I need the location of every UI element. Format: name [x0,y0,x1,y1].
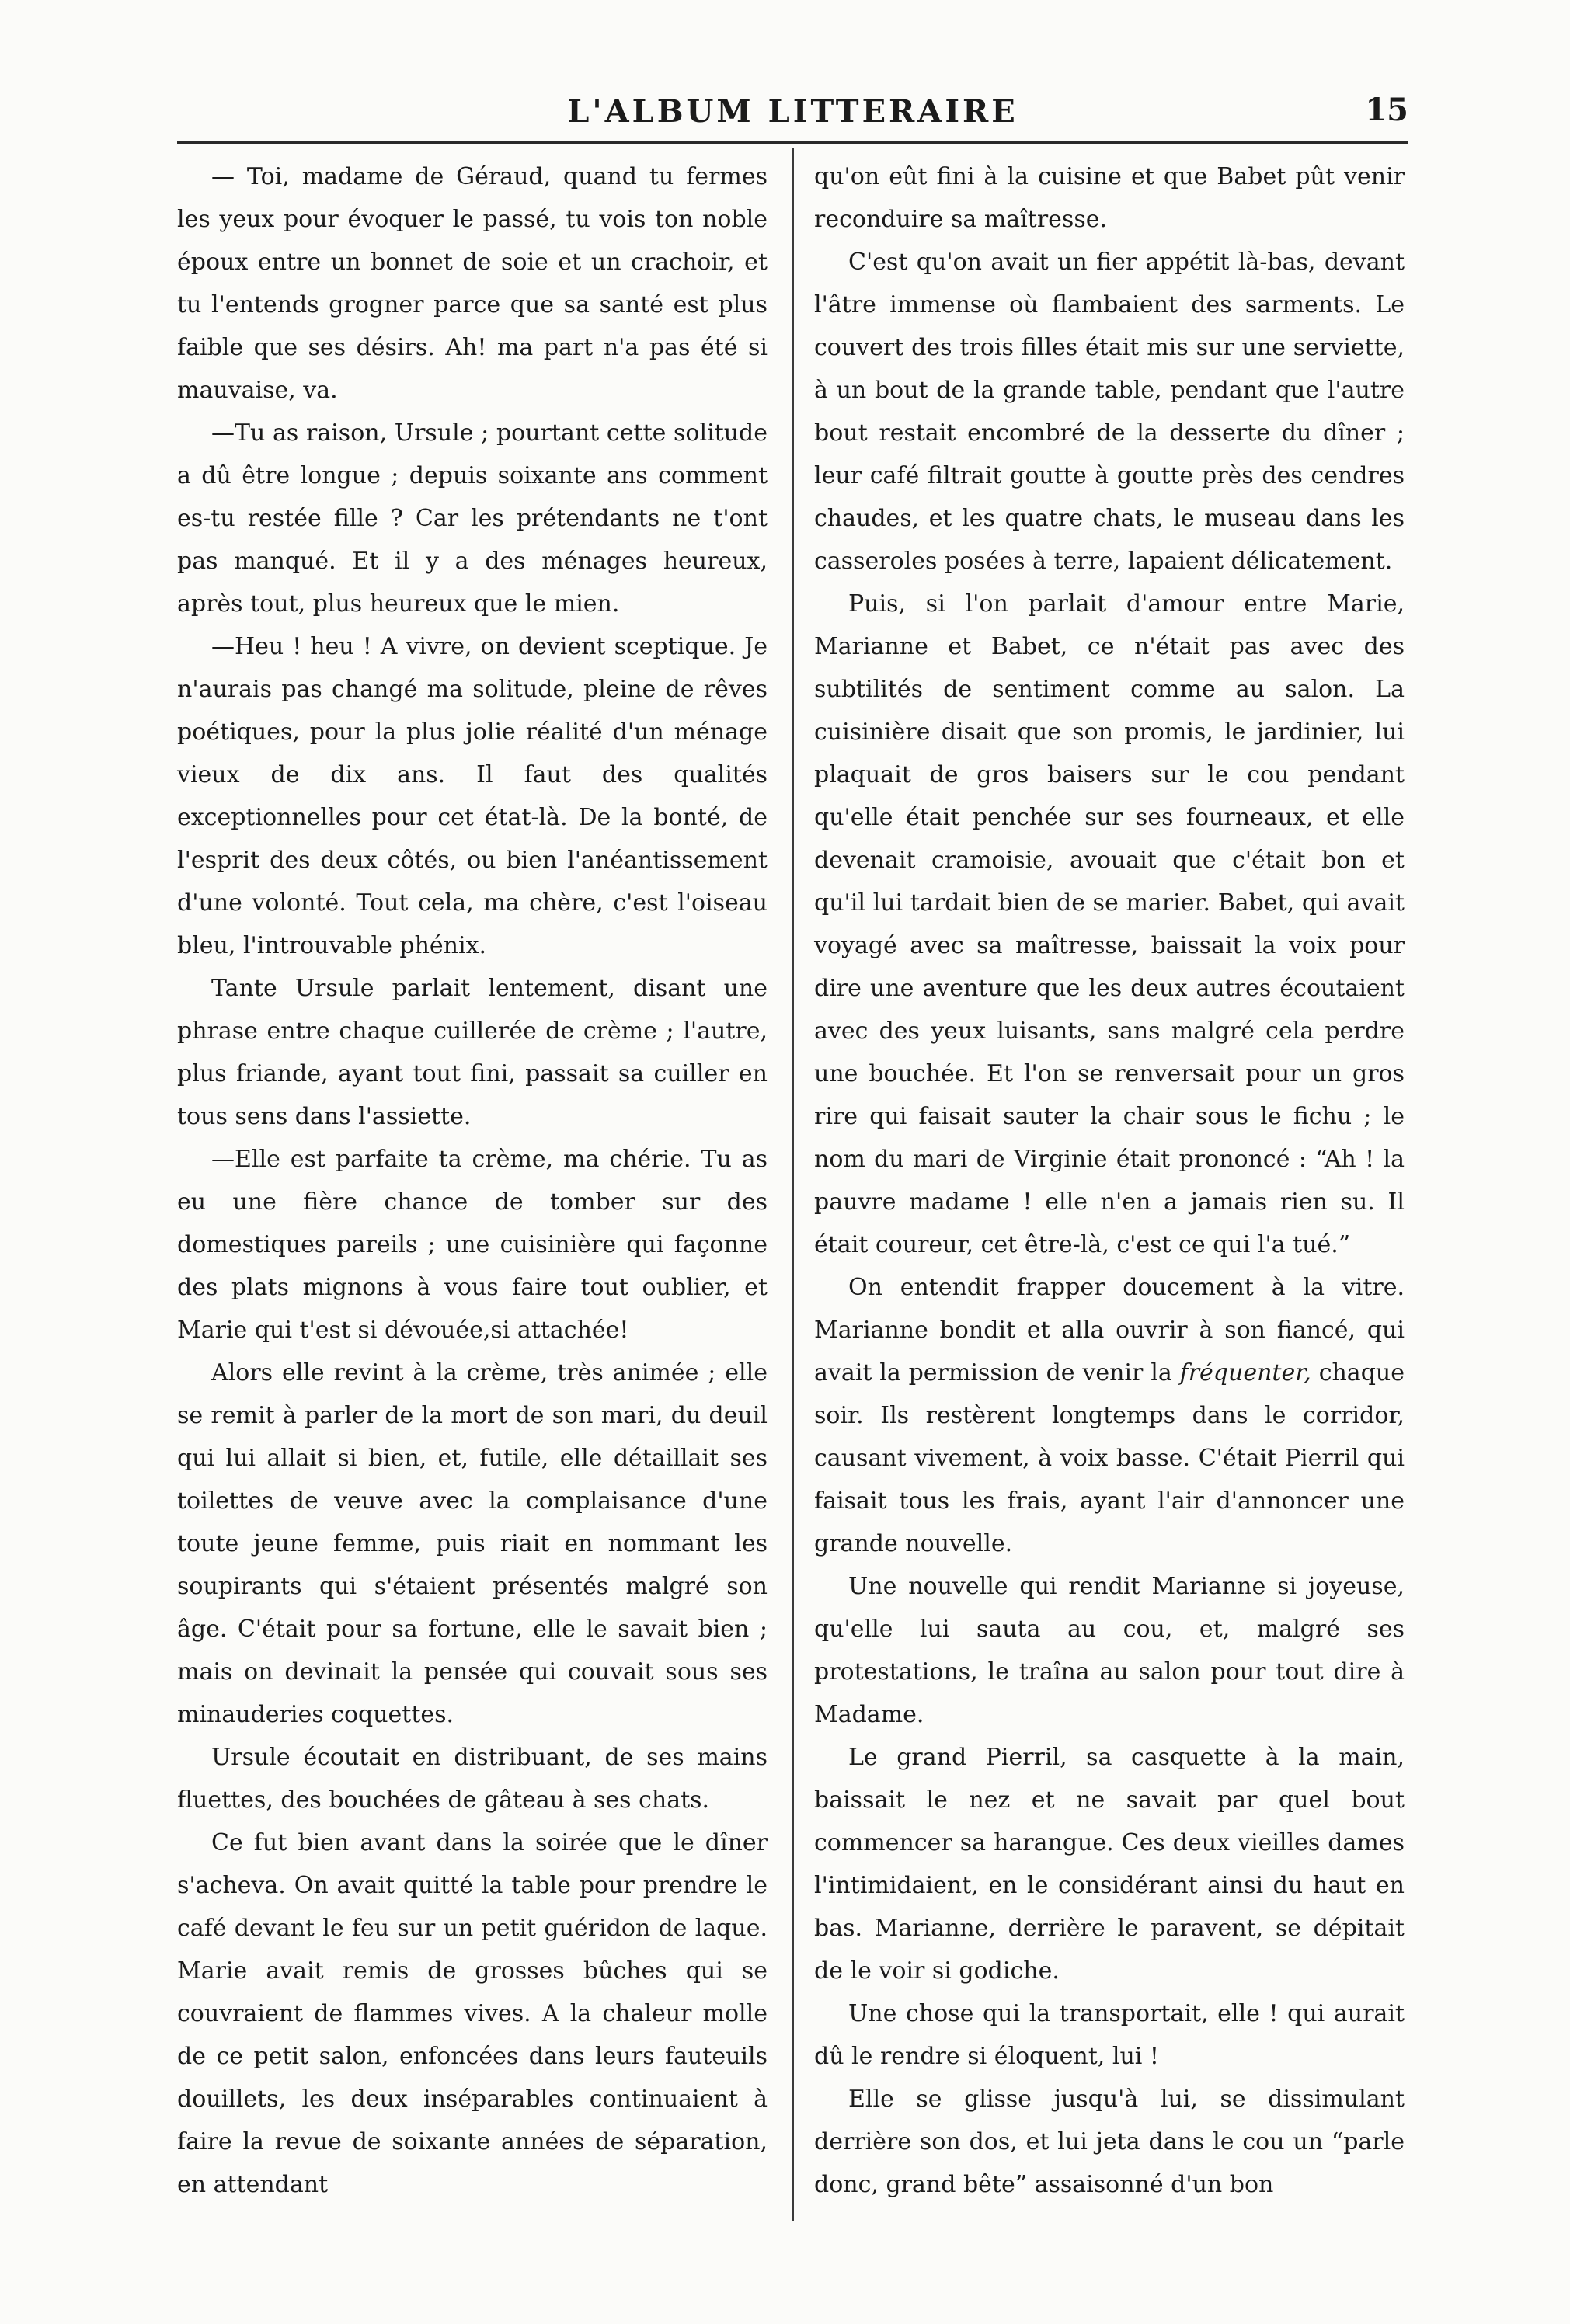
paragraph: Puis, si l'on parlait d'amour entre Marie, Marianne et Babet, ce n'était pas avec des subtilités de sentiment comme au salon. La cuisinière disait que son promis, le jardinier, lui plaquait de gros baisers sur le cou pendant qu'elle était penchée sur ses fourneaux, et elle devenait cramoisie, avouait que c'était bon et qu'il lui tardait bien de se marier. Babet, qui avait voyagé avec sa maîtresse, baissait la voix pour dire une aventure que les deux autres écoutaient avec des yeux luisants, sans malgré cela perdre une bouchée. Et l'on se renversait pour un gros rire qui faisait sauter la chair sous le fichu ; le nom du mari de Virginie était prononcé : “Ah ! la pauvre madame ! elle n'en a jamais rien su. Il était coureur, cet être-là, c'est ce qui l'a tué.” [814,590,1405,1258]
right-column [814,155,1405,2206]
paragraph: C'est qu'on avait un fier appétit là-bas, devant l'âtre immense où flambaient des sarments. Le couvert des trois filles était mis sur une serviette, à un bout de la grande table, pendant que l'autre bout restait encombré de la desserte du dîner ; leur café filtrait goutte à goutte près des cendres chaudes, et les quatre chats, le museau dans les casseroles posées à terre, lapaient délicatement. [814,249,1405,575]
paragraph: Une nouvelle qui rendit Marianne si joyeuse, qu'elle lui sauta au cou, et, malgré ses protestations, le traîna au salon pour tout dire à Madame. [814,1573,1405,1728]
paragraph: Alors elle revint à la crème, très animée ; elle se remit à parler de la mort de son mari, du deuil qui lui allait si bien, et, futile, elle détaillait ses toilettes de veuve avec la complaisance d'une toute jeune femme, puis riait en nommant les soupirants qui s'étaient présentés malgré son âge. C'était pour sa fortune, elle le savait bien ; mais on devinait la pensée qui couvait sous ses minauderies coquettes. [177,1359,768,1728]
left-column [177,155,768,2206]
paragraph: —Heu ! heu ! A vivre, on devient sceptique. Je n'aurais pas changé ma solitude, pleine de rêves poétiques, pour la plus jolie réalité d'un ménage vieux de dix ans. Il faut des qualités exceptionnelles pour cet état-là. De la bonté, de l'esprit des deux côtés, ou bien l'anéantissement d'une volonté. Tout cela, ma chère, c'est l'oiseau bleu, l'introuvable phénix. [177,633,768,959]
italic-word: fréquenter, [1179,1359,1311,1386]
paragraph-text: chaque soir. Ils restèrent longtemps dans le corridor, causant vivement, à voix basse. C'était Pierril qui faisait tous les frais, ayant l'air d'annoncer une grande nouvelle. [814,1359,1405,1557]
page-header [177,87,1408,144]
column-divider [792,148,794,2221]
paragraph: Ursule écoutait en distribuant, de ses mains fluettes, des bouchées de gâteau à ses chats. [177,1744,768,1814]
paragraph: — Toi, madame de Géraud, quand tu fermes les yeux pour évoquer le passé, tu vois ton noble époux entre un bonnet de soie et un crachoir, et tu l'entends grogner parce que sa santé est plus faible que ses désirs. Ah! ma part n'a pas été si mauvaise, va. [177,163,768,404]
running-title: L'ALBUM LITTERAIRE [567,93,1018,130]
paragraph: Le grand Pierril, sa casquette à la main, baissait le nez et ne savait par quel bout commencer sa harangue. Ces deux vieilles dames l'intimidaient, en le considérant ainsi du haut en bas. Marianne, derrière le paravent, se dépitait de le voir si godiche. [814,1744,1405,1985]
page-number: 15 [1365,92,1408,128]
paragraph-text: On entendit frapper doucement à la vitre. Marianne bondit et alla ouvrir à son fiancé, qui avait la permission de venir la [814,1274,1405,1386]
paragraph: —Tu as raison, Ursule ; pourtant cette solitude a dû être longue ; depuis soixante ans comment es-tu restée fille ? Car les prétendants ne t'ont pas manqué. Et il y a des ménages heureux, après tout, plus heureux que le mien. [177,419,768,618]
paragraph [814,1266,1405,1565]
paragraph: qu'on eût fini à la cuisine et que Babet pût venir reconduire sa maîtresse. [814,163,1405,233]
paragraph: Elle se glisse jusqu'à lui, se dissimulant derrière son dos, et lui jeta dans le cou un “parle donc, grand bête” assaisonné d'un bon [814,2086,1405,2198]
paragraph: Tante Ursule parlait lentement, disant une phrase entre chaque cuillerée de crème ; l'autre, plus friande, ayant tout fini, passait sa cuiller en tous sens dans l'assiette. [177,975,768,1130]
paragraph: —Elle est parfaite ta crème, ma chérie. Tu as eu une fière chance de tomber sur des domestiques pareils ; une cuisinière qui façonne des plats mignons à vous faire tout oublier, et Marie qui t'est si dévouée,si attachée! [177,1146,768,1344]
paragraph: Ce fut bien avant dans la soirée que le dîner s'acheva. On avait quitté la table pour prendre le café devant le feu sur un petit guéridon de laque. Marie avait remis de grosses bûches qui se couvraient de flammes vives. A la chaleur molle de ce petit salon, enfoncées dans leurs fauteuils douillets, les deux inséparables continuaient à faire la revue de soixante années de séparation, en attendant [177,1829,768,2198]
paragraph: Une chose qui la transportait, elle ! qui aurait dû le rendre si éloquent, lui ! [814,2000,1405,2070]
